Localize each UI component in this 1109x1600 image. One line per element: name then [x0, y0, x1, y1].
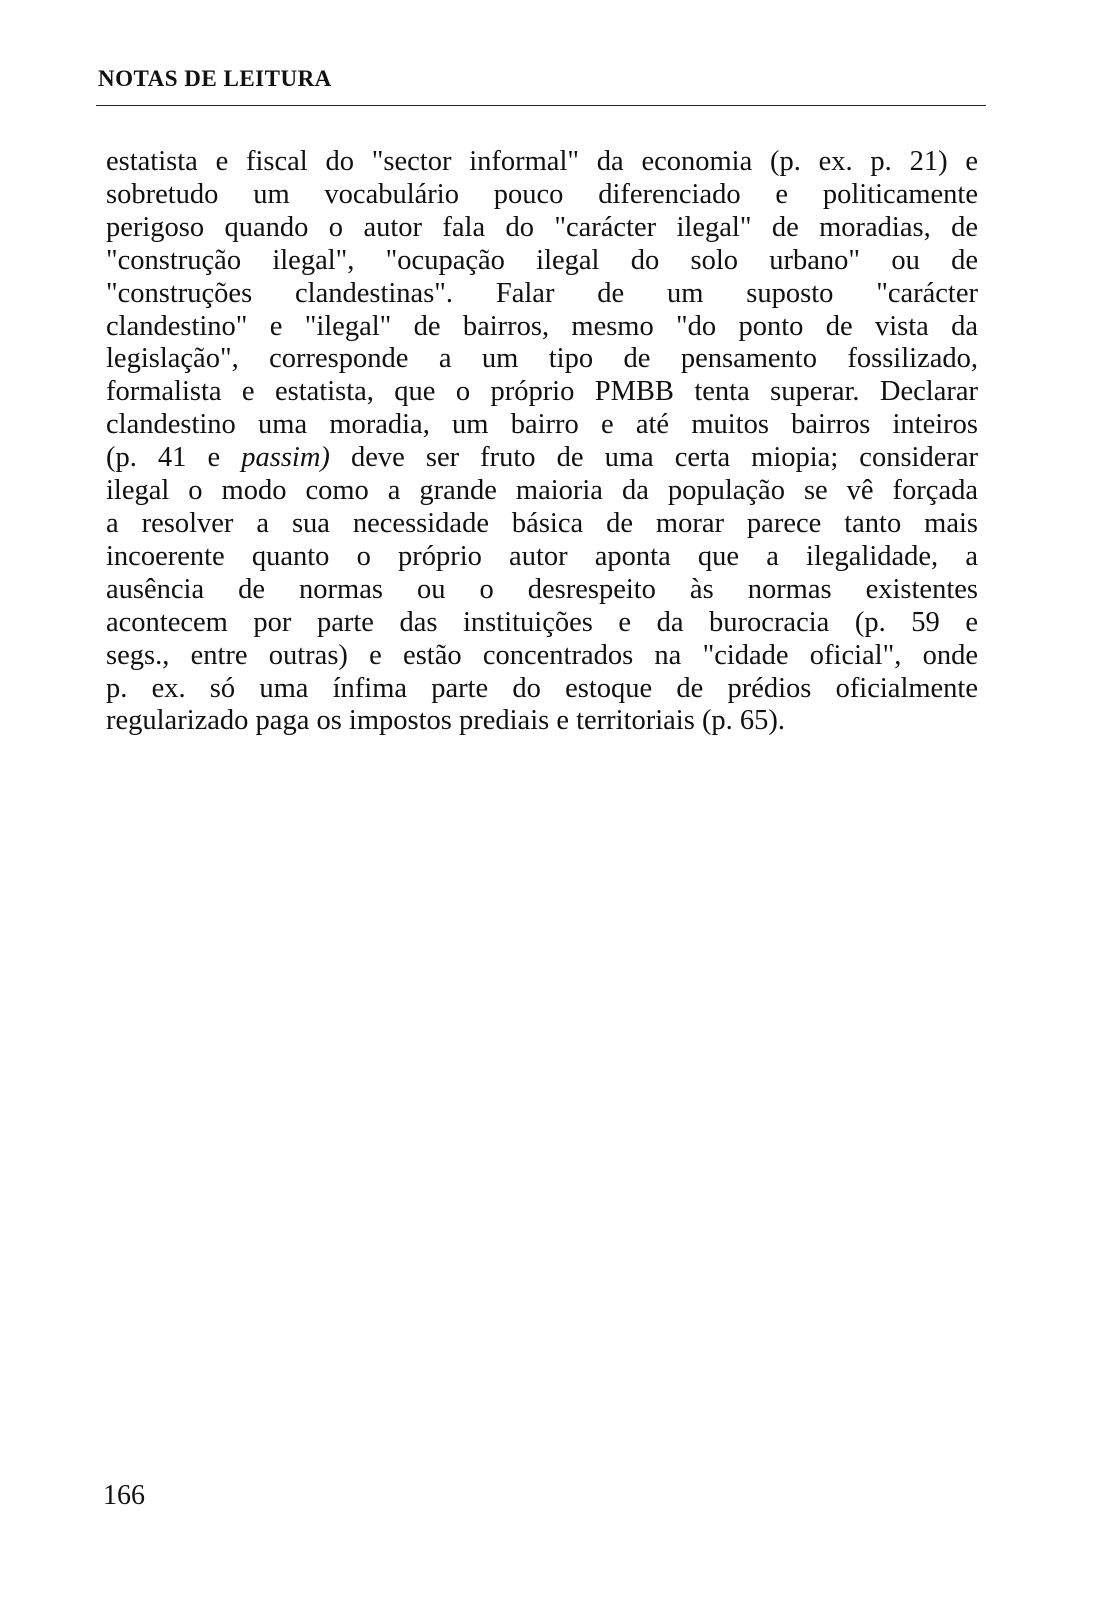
text-line: legislação", corresponde a um tipo de pensamento fossilizado, [106, 343, 978, 375]
text-line: formalista e estatista, que o próprio PMBB tenta superar. Declarar [106, 376, 978, 408]
header-rule [96, 105, 986, 106]
text-line: sobretudo um vocabulário pouco diferenciado e politicamente [106, 178, 978, 210]
text-line: clandestino" e "ilegal" de bairros, mesmo "do ponto de vista da [106, 310, 978, 342]
text-line: a resolver a sua necessidade básica de morar parece tanto mais [106, 507, 978, 539]
text-line: perigoso quando o autor fala do "carácter ilegal" de moradias, de [106, 211, 978, 243]
text-line: incoerente quanto o próprio autor aponta que a ilegalidade, a [106, 540, 978, 572]
italic-term: passim) [241, 442, 330, 474]
body-paragraph [106, 146, 978, 738]
text-line: segs., entre outras) e estão concentrados na "cidade oficial", onde [106, 639, 978, 671]
text-line: ausência de normas ou o desrespeito às normas existentes [106, 573, 978, 605]
text-line: regularizado paga os impostos prediais e territoriais (p. 65). [106, 705, 786, 737]
text-line: ilegal o modo como a grande maioria da população se vê forçada [106, 475, 978, 507]
running-head: NOTAS DE LEITURA [98, 66, 332, 91]
text-line-with-italic [106, 442, 978, 475]
text-line: "construção ilegal", "ocupação ilegal do solo urbano" ou de [106, 244, 978, 276]
text-segment: deve ser fruto de uma certa miopia; considerar [329, 442, 978, 474]
text-segment: (p. 41 e [106, 442, 242, 474]
text-line: p. ex. só uma ínfima parte do estoque de prédios oficialmente [106, 672, 978, 704]
text-line: "construções clandestinas". Falar de um suposto "carácter [106, 277, 978, 309]
page-number: 166 [103, 1480, 145, 1511]
text-line: estatista e fiscal do "sector informal" da economia (p. ex. p. 21) e [106, 146, 978, 177]
text-line: acontecem por parte das instituições e da burocracia (p. 59 e [106, 606, 978, 638]
text-line: clandestino uma moradia, um bairro e até muitos bairros inteiros [106, 409, 978, 441]
